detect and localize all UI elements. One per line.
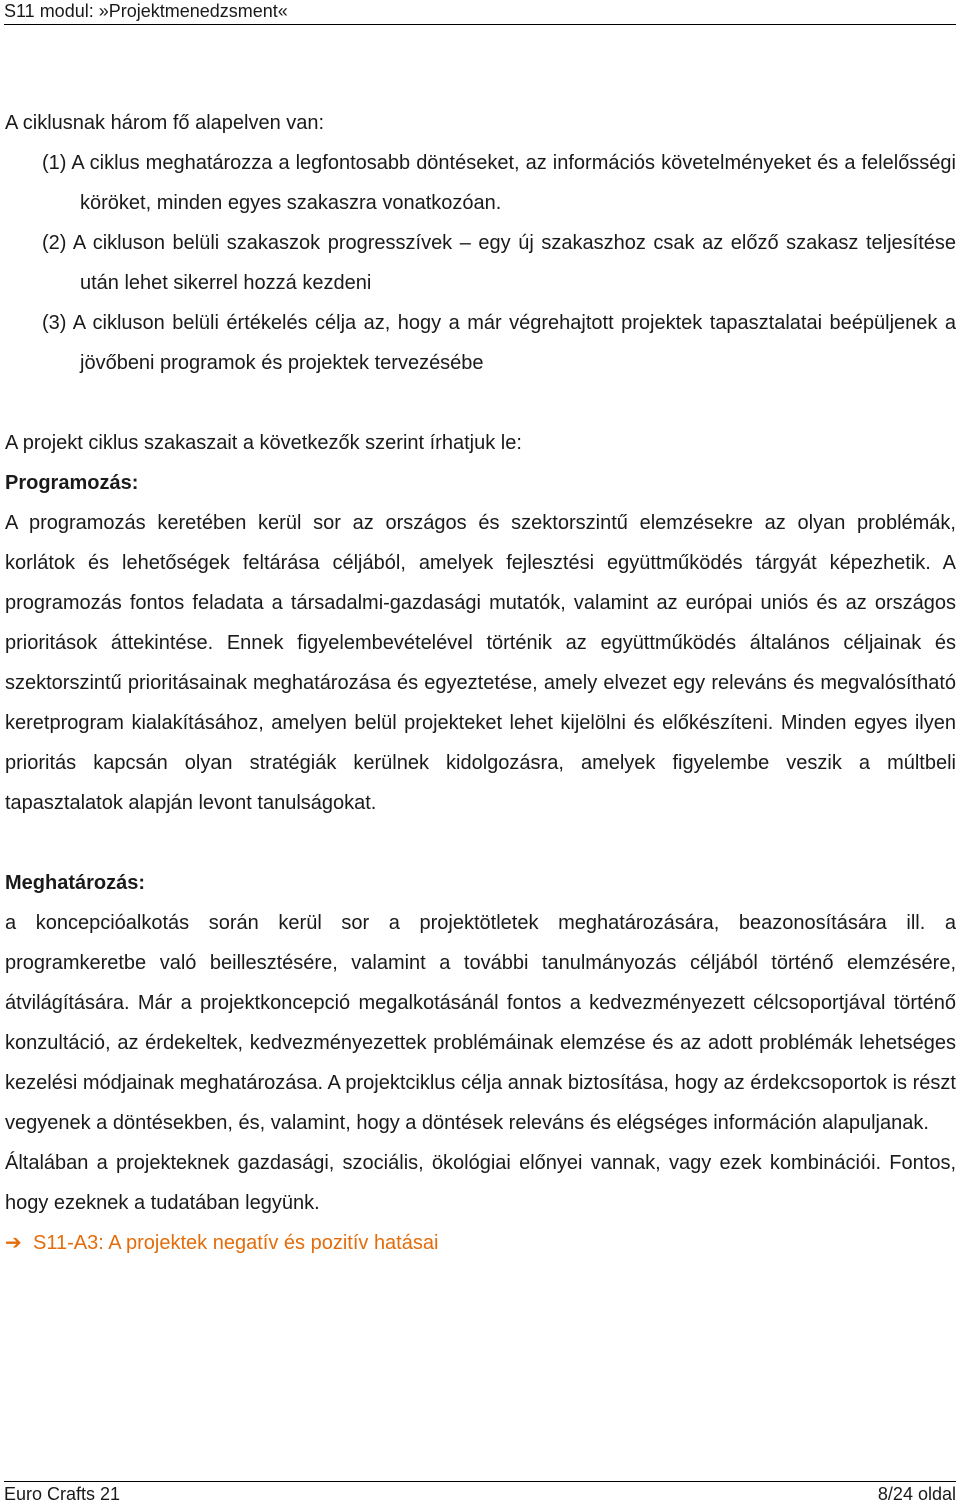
definition-paragraph: a koncepcióalkotás során kerül sor a projektötletek meghatározására, beazonosítására ill. a programkeretbe való beillesztésére, valamint a további tanulmányozás céljából történő elemzésére, átvilágítására. Már a projektkoncepció megalkotásánál fontos a kedvezményezett célcsoportjával történő konzultáció, az érdekeltek, kedvezményezettek problémáinak elemzése és az adott problémák lehetséges kezelési módjainak meghatározása. A projektciklus célja annak biztosítása, hogy az érdekcsoportok is részt vegyenek a döntésekben, és, valamint, hogy a döntések releváns és elégséges információn alapuljanak. (5, 912, 956, 1134)
page-number: 8/24 oldal (877, 1484, 956, 1504)
programming-heading: Programozás: (5, 472, 139, 494)
programming-paragraph: A programozás keretében kerül sor az országos és szektorszintű elemzésekre az olyan problémák, korlátok és lehetőségek feltárása céljából, amelyek fejlesztési együttműködés tárgyát képezhetik. A programozás fontos feladata a társadalmi-gazdasági mutatók, valamint az európai uniós és az országos prioritások áttekintése. Ennek figyelembevételével történik az együttműködés általános céljainak és szektorszintű prioritásainak meghatározása és egyeztetése, amely elvezet egy releváns és megvalósítható keretprogram kialakításához, amelyen belül projekteket lehet kijelölni és előkészíteni. Minden egyes ilyen prioritás kapcsán olyan stratégiák kerülnek kidolgozásra, amelyek figyelembe veszik a múltbeli tapasztalatok alapján levont tanulságokat. (5, 512, 956, 814)
phases-intro: A projekt ciklus szakaszait a következők szerint írhatjuk le: (5, 432, 522, 454)
module-title: S11 modul: »Projektmenedzsment« (4, 1, 288, 21)
spacer (5, 383, 956, 423)
document-body (5, 103, 956, 1263)
cross-reference-label[interactable]: S11-A3: A projektek negatív és pozitív hatásai (33, 1232, 439, 1254)
cross-reference-link[interactable] (5, 1223, 956, 1263)
page-footer (4, 1481, 956, 1504)
footer-org: Euro Crafts 21 (4, 1484, 121, 1504)
principle-item: (2) A cikluson belüli szakaszok progresszívek – egy új szakaszhoz csak az előző szakasz teljesítése után lehet sikerrel hozzá kezdeni (42, 232, 956, 294)
principle-item: (1) A ciklus meghatározza a legfontosabb döntéseket, az információs követelményeket és a felelősségi köröket, minden egyes szakaszra vonatkozóan. (42, 152, 956, 214)
page-header (4, 0, 956, 25)
spacer (5, 823, 956, 863)
principle-item: (3) A cikluson belüli értékelés célja az, hogy a már végrehajtott projektek tapasztalatai beépüljenek a jövőbeni programok és projektek tervezésébe (42, 312, 956, 374)
definition-heading: Meghatározás: (5, 872, 146, 894)
benefits-paragraph: Általában a projekteknek gazdasági, szociális, ökológiai előnyei vannak, vagy ezek kombinációi. Fontos, hogy ezeknek a tudatában legyünk. (5, 1152, 956, 1214)
arrow-right-icon: ➔ (5, 1232, 22, 1254)
principles-intro: A ciklusnak három fő alapelven van: (5, 112, 325, 134)
